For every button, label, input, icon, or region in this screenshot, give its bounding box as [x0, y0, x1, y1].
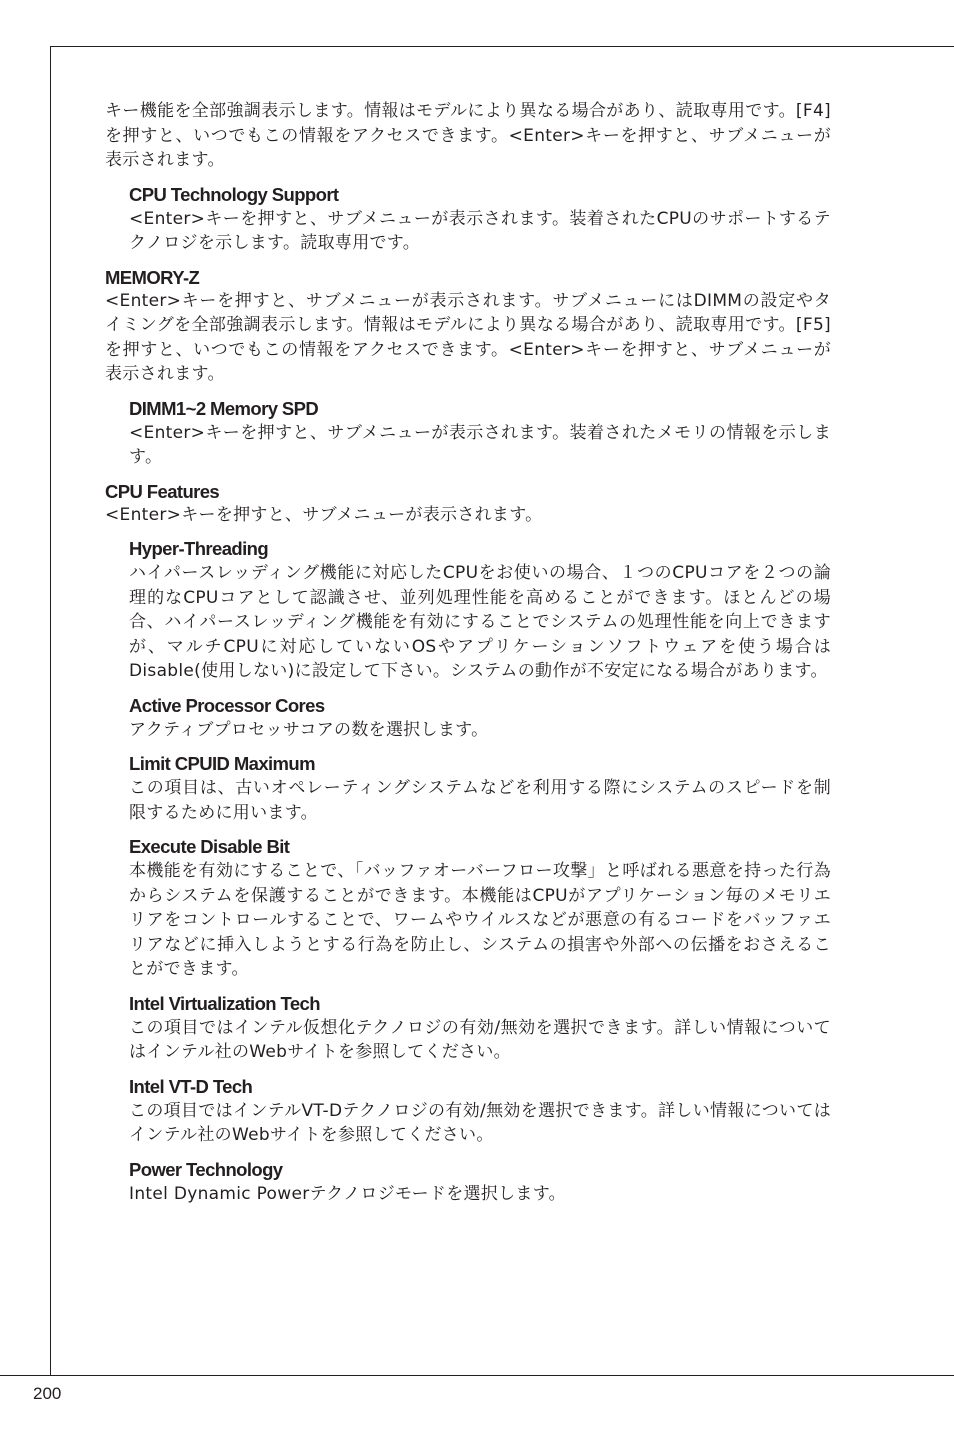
section-heading: Power Technology [129, 1158, 283, 1180]
page-frame-left-rule [50, 46, 51, 1375]
section-body: この項目ではインテルVT-Dテクノロジの有効/無効を選択できます。詳しい情報についてはインテル社のWebサイトを参照してください。 [129, 1100, 831, 1145]
section-intel-virtualization-tech [129, 993, 831, 1065]
section-execute-disable-bit [129, 836, 831, 982]
section-cpu-technology-support [129, 184, 831, 256]
section-cpu-features [105, 481, 831, 528]
section-body: ハイパースレッディング機能に対応したCPUをお使いの場合、１つのCPUコアを２つの論理的なCPUコアとして認識させ、並列処理性能を高めることができます。ほとんどの場合、ハイパースレッディング機能を有効にすることでシステムの処理性能を向上できますが、マルチCPUに対応していないOSやアプリケーションソフトウェアを使う場合はDisable(使用しない)に設定して下さい。システムの動作が不安定になる場合があります。 [129, 563, 831, 681]
section-body: <Enter>キーを押すと、サブメニューが表示されます。装着されたCPUのサポートするテクノロジを示します。読取専用です。 [129, 208, 831, 253]
section-intel-vt-d-tech [129, 1076, 831, 1148]
section-body: アクティブプロセッサコアの数を選択します。 [129, 719, 489, 740]
section-heading: Execute Disable Bit [129, 836, 290, 857]
section-body: <Enter>キーを押すと、サブメニューが表示されます。 [105, 504, 543, 525]
section-body: 本機能を有効にすることで、「バッファオーバーフロー攻撃」と呼ばれる悪意を持った行為からシステムを保護することができます。本機能はCPUがアプリケーション毎のメモリエリアをコントロールすることで、ワームやウイルスなどが悪意の有るコードをバッファエリアなどに挿入しようとする行為を防止し、システムの損害や外部への伝播をおさえることができます。 [129, 861, 831, 979]
section-heading: MEMORY-Z [105, 266, 200, 288]
page-footer-rule [0, 1375, 954, 1376]
section-heading: Intel VT-D Tech [129, 1075, 253, 1097]
section-body: この項目ではインテル仮想化テクノロジの有効/無効を選択できます。詳しい情報についてはインテル社のWebサイトを参照してください。 [129, 1017, 831, 1062]
section-heading: Limit CPUID Maximum [129, 753, 315, 774]
section-heading: Active Processor Cores [129, 694, 325, 716]
section-body: この項目は、古いオペレーティングシステムなどを利用する際にシステムのスピードを制限するために用います。 [129, 778, 831, 823]
manual-content [105, 99, 831, 1217]
section-heading: CPU Technology Support [129, 183, 339, 205]
section-dimm-memory-spd [129, 398, 831, 470]
section-body: <Enter>キーを押すと、サブメニューが表示されます。装着されたメモリの情報を示します。 [129, 422, 831, 467]
section-heading: DIMM1~2 Memory SPD [129, 397, 319, 419]
section-limit-cpuid-maximum [129, 753, 831, 825]
intro-paragraph: キー機能を全部強調表示します。情報はモデルにより異なる場合があり、読取専用です。[F4]を押すと、いつでもこの情報をアクセスできます。<Enter>キーを押すと、サブメニューが表示されます。 [105, 101, 831, 170]
page-frame-top-rule [50, 46, 954, 47]
section-body: Intel Dynamic Powerテクノロジモードを選択します。 [129, 1183, 566, 1204]
section-heading: CPU Features [105, 480, 220, 502]
section-power-technology [129, 1159, 831, 1207]
section-heading: Hyper-Threading [129, 538, 269, 559]
section-body: <Enter>キーを押すと、サブメニューが表示されます。サブメニューにはDIMMの設定やタイミングを全部強調表示します。情報はモデルにより異なる場合があり、読取専用です。[F5]を押すと、いつでもこの情報をアクセスできます。<Enter>キーを押すと、サブメニューが表示されます。 [105, 290, 831, 384]
section-memory-z [105, 267, 831, 387]
section-active-processor-cores [129, 695, 831, 743]
section-heading: Intel Virtualization Tech [129, 992, 320, 1014]
page-number: 200 [33, 1384, 62, 1403]
section-hyper-threading [129, 538, 831, 684]
